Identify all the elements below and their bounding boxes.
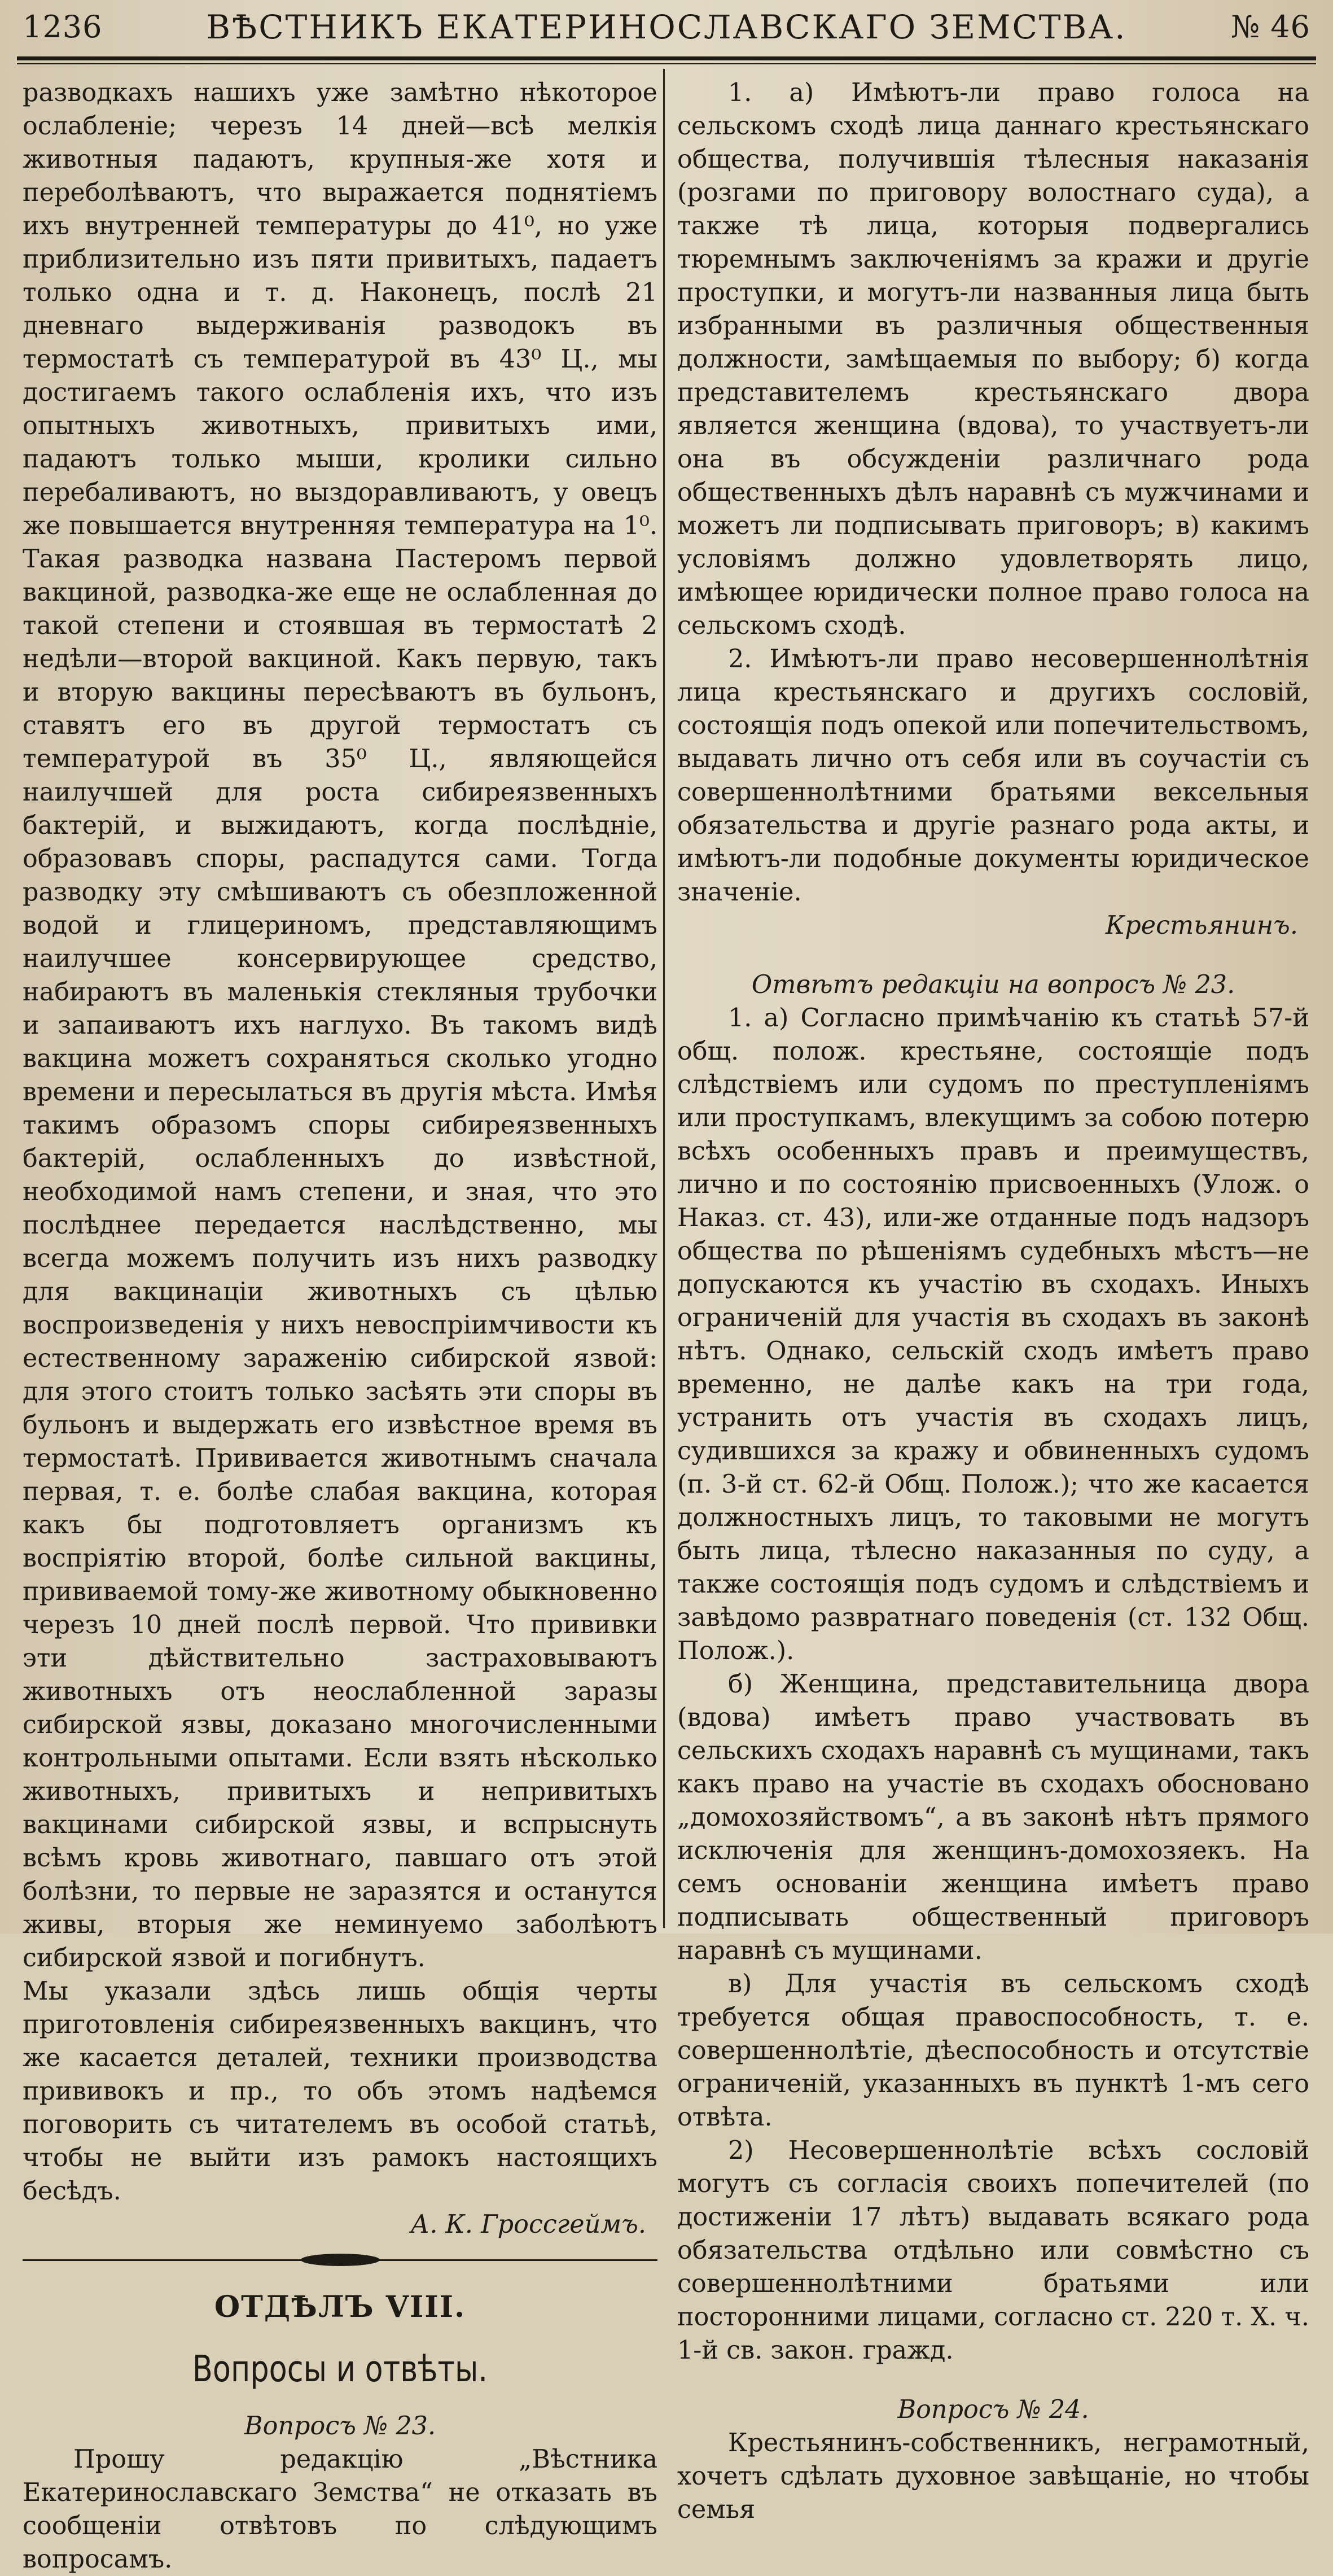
issue-number: № 46 xyxy=(1231,9,1310,45)
journal-title: ВѢСТНИКЪ ЕКАТЕРИНОСЛАВСКАГО ЗЕМСТВА. xyxy=(206,7,1127,46)
article-paragraph: Мы указали здѣсь лишь общія черты приготовленія сибиреязвенныхъ вакцинъ, что же касается деталей, техники производства прививокъ и пр., то объ этомъ надѣемся поговорить съ читателемъ въ особой статьѣ, чтобы не выйти изъ рамокъ настоящихъ бесѣдъ. xyxy=(23,1977,657,2206)
section-divider-ornament xyxy=(23,2254,657,2266)
section-title: Вопросы и отвѣты. xyxy=(192,2348,488,2390)
article-paragraph: разводкахъ нашихъ уже замѣтно нѣкоторое ослабленіе; черезъ 14 дней—всѣ мелкія животныя падаютъ, крупныя-же хотя и переболѣваютъ, что выражается поднятіемъ ихъ внутренней температуры до 41⁰, но уже приблизительно изъ пяти привитыхъ, падаетъ только одна и т. д. Наконецъ, послѣ 21 дневнаго выдерживанія разводокъ въ термостатѣ съ температурой въ 43⁰ Ц., мы достигаемъ такого ослабленія ихъ, что изъ опытныхъ животныхъ, привитыхъ ими, падаютъ только мыши, кролики сильно перебаливаютъ, но выздоравливаютъ, у овецъ же повышается внутренняя температура на 1⁰. Такая разводка названа Пастеромъ первой вакциной, разводка-же еще не ослабленная до такой степени и стоявшая въ термостатѣ 2 недѣли—второй вакциной. Какъ первую, такъ и вторую вакцины пересѣваютъ въ бульонъ, ставятъ его въ другой термостатъ съ температурой въ 35⁰ Ц., являющейся наилучшей для роста сибиреязвенныхъ бактерій, и выжидаютъ, когда послѣдніе, образовавъ споры, распадутся сами. Тогда разводку эту смѣшиваютъ съ обезпложенной водой и глицериномъ, представляющимъ наилучшее консервирующее средство, набираютъ въ маленькія стекляныя трубочки и запаиваютъ ихъ наглухо. Въ такомъ видѣ вакцина можетъ сохраняться сколько угодно времени и пересылаться въ другія мѣста. Имѣя такимъ образомъ споры сибиреязвенныхъ бактерій, ослабленныхъ до извѣстной, необходимой намъ степени, и зная, что это послѣднее передается наслѣдственно, мы всегда можемъ получить изъ нихъ разводку для вакцинаціи животныхъ съ цѣлью воспроизведенія у нихъ невоспріимчивости къ естественному зараженію сибирской язвой: для этого стоитъ только засѣять эти споры въ бульонъ и выдержать его извѣстное время въ термостатѣ. Прививается животнымъ сначала первая, т. е. болѣе слабая вакцина, которая какъ бы подготовляетъ организмъ къ воспріятію второй, болѣе сильной вакцины, прививаемой тому-же животному обыкновенно черезъ 10 дней послѣ первой. Что прививки эти дѣйствительно застраховываютъ животныхъ отъ неослабленной заразы сибирской язвы, доказано многочисленными контрольными опытами. Если взять нѣсколько животныхъ, привитыхъ и непривитыхъ вакцинами сибирской язвы, и вспрыснуть всѣмъ кровь животнаго, павшаго отъ этой болѣзни, то первые не заразятся и останутся живы, вторыя же неминуемо заболѣютъ сибирской язвой и погибнутъ. xyxy=(23,78,657,1973)
left-column xyxy=(23,76,657,2576)
page-number: 1236 xyxy=(23,9,103,45)
question-text: Прошу редакцію „Вѣстника Екатеринославскаго Земства“ не отказать въ сообщеніи отвѣтовъ по слѣдующимъ вопросамъ. xyxy=(23,2445,657,2574)
answer-paragraph: 1. а) Согласно примѣчанію къ статьѣ 57-й общ. полож. крестьяне, состоящіе подъ слѣдствіемъ или судомъ по преступленіямъ или проступкамъ, влекущимъ за собою потерю всѣхъ особенныхъ правъ и преимуществъ, лично и по состоянію присвоенныхъ (Улож. о Наказ. ст. 43), или-же отданные подъ надзоръ общества по рѣшеніямъ судебныхъ мѣстъ—не допускаются къ участію въ сходахъ. Иныхъ ограниченій для участія въ сходахъ въ законѣ нѣтъ. Однако, сельскій сходъ имѣетъ право временно, не далѣе какъ на три года, устранить отъ участія въ сходахъ лицъ, судившихся за кражу и обвиненныхъ судомъ (п. 3-й ст. 62-й Общ. Полож.); что же касается должностныхъ лицъ, то таковыми не могутъ быть лица, тѣлесно наказанныя по суду, а также состоящія подъ судомъ и слѣдствіемъ и завѣдомо развратнаго поведенія (ст. 132 Общ. Полож.). xyxy=(677,1004,1309,1665)
question-signature: Крестьянинъ. xyxy=(1105,911,1298,940)
article-signature: А. К. Гроссгеймъ. xyxy=(410,2210,646,2239)
section-label: ОТДѢЛЪ VIII. xyxy=(214,2290,466,2324)
question-paragraph: 1. а) Имѣютъ-ли право голоса на сельскомъ сходѣ лица даннаго крестьянскаго общества, получившія тѣлесныя наказанія (розгами по приговору волостнаго суда), а также тѣ лица, которыя подвергались тюремнымъ заключеніямъ за кражи и другіе проступки, и могутъ-ли названныя лица быть избранными въ различныя общественныя должности, замѣщаемыя по выбору; б) когда представителемъ крестьянскаго двора является женщина (вдова), то участвуетъ-ли она въ обсужденіи различнаго рода общественныхъ дѣлъ наравнѣ съ мужчинами и можетъ ли подписывать приговоръ; в) какимъ условіямъ должно удовлетворять лицо, имѣющее юридически полное право голоса на сельскомъ сходѣ. xyxy=(677,78,1309,640)
header-rule-thick xyxy=(17,56,1316,60)
question-heading: Вопросъ № 23. xyxy=(244,2412,436,2441)
question-paragraph: 2. Имѣютъ-ли право несовершеннолѣтнія лица крестьянскаго и другихъ сословій, состоящія подъ опекой или попечительствомъ, выдавать лично отъ себя или въ соучастіи съ совершеннолѣтними братьями вексельныя обязательства и другіе разнаго рода акты, и имѣютъ-ли подобные документы юридическое значеніе. xyxy=(677,645,1309,907)
answer-heading: Отвѣтъ редакціи на вопросъ № 23. xyxy=(751,970,1235,999)
page-header xyxy=(23,0,1310,54)
question24-heading: Вопросъ № 24. xyxy=(897,2395,1089,2424)
answer-paragraph: б) Женщина, представительница двора (вдова) имѣетъ право участвовать въ сельскихъ сходахъ наравнѣ съ мущинами, такъ какъ право на участіе въ сходахъ обосновано „домохозяйствомъ“, а въ законѣ нѣтъ прямого исключенія для женщинъ-домохозяекъ. На семъ основаніи женщина имѣетъ право подписывать общественный приговоръ наравнѣ съ мущинами. xyxy=(677,1670,1309,1965)
answer-paragraph: в) Для участія въ сельскомъ сходѣ требуется общая правоспособность, т. е. совершеннолѣтіе, дѣеспособность и отсутствіе ограниченій, указанныхъ въ пунктѣ 1-мъ сего отвѣта. xyxy=(677,1970,1309,2132)
question24-text: Крестьянинъ-собственникъ, неграмотный, хочетъ сдѣлать духовное завѣщаніе, но чтобы семья xyxy=(677,2429,1309,2524)
header-rule-thin xyxy=(17,63,1316,64)
right-column xyxy=(677,76,1309,2526)
answer-paragraph: 2) Несовершеннолѣтіе всѣхъ сословій могутъ съ согласія своихъ попечителей (по достиженіи 17 лѣтъ) выдавать всякаго рода обязательства отдѣльно или совмѣстно съ совершеннолѣтними братьями или посторонними лицами, согласно ст. 220 т. Х. ч. 1-й св. закон. гражд. xyxy=(677,2136,1309,2365)
column-divider xyxy=(663,69,665,1928)
